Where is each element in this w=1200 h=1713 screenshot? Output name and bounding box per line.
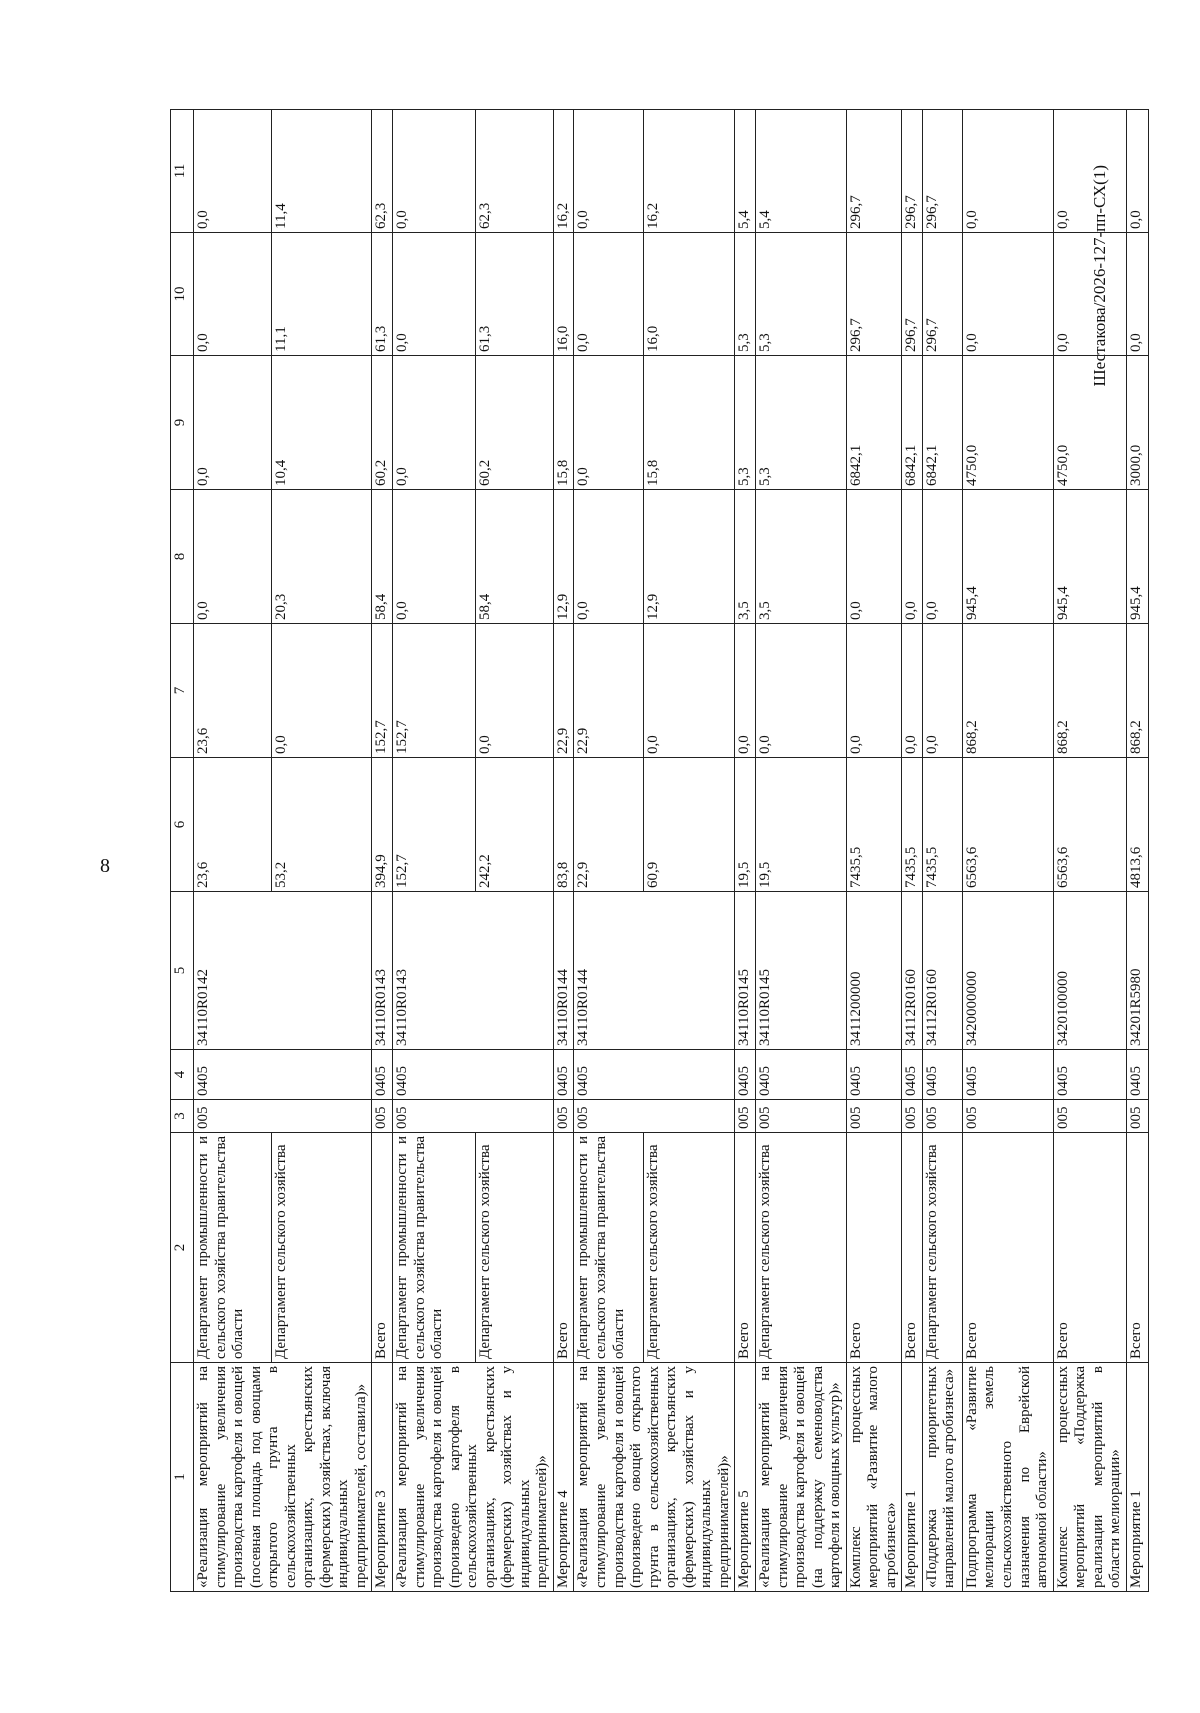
responsible-executor: Всего — [372, 1133, 393, 1363]
table-row — [1053, 110, 1126, 1592]
table-row — [393, 110, 476, 1592]
target-article-code: 34110R0144 — [574, 892, 735, 1050]
table-row — [962, 110, 1053, 1592]
amount-year-2: 945,4 — [962, 490, 1053, 624]
activity-description: «Поддержка приоритетных направлений малого агробизнеса» — [922, 1363, 962, 1592]
amount-year-5: 16,2 — [644, 110, 735, 233]
target-article-code: 34110R0144 — [553, 892, 574, 1050]
target-article-code: 34110R0145 — [755, 892, 846, 1050]
amount-year-4: 296,7 — [846, 233, 902, 356]
amount-year-5: 0,0 — [393, 110, 476, 233]
amount-total: 4813,6 — [1126, 758, 1148, 892]
amount-year-4: 0,0 — [1053, 233, 1126, 356]
activity-description: Мероприятие 1 — [1126, 1363, 1148, 1592]
amount-year-3: 4750,0 — [1053, 356, 1126, 490]
amount-year-4: 296,7 — [902, 233, 923, 356]
amount-total: 7435,5 — [846, 758, 902, 892]
column-number: 7 — [171, 624, 194, 758]
amount-total: 19,5 — [735, 758, 756, 892]
ministry-code: 005 — [393, 1100, 554, 1133]
amount-year-1: 868,2 — [1126, 624, 1148, 758]
ministry-code: 005 — [372, 1100, 393, 1133]
target-article-code: 34110R0145 — [735, 892, 756, 1050]
amount-total: 60,9 — [644, 758, 735, 892]
ministry-code: 005 — [846, 1100, 902, 1133]
activity-description: Мероприятие 4 — [553, 1363, 574, 1592]
column-number: 9 — [171, 356, 194, 490]
ministry-code: 005 — [1053, 1100, 1126, 1133]
section-code: 0405 — [735, 1050, 756, 1100]
amount-year-3: 60,2 — [476, 356, 554, 490]
column-number: 4 — [171, 1050, 194, 1100]
amount-year-4: 0,0 — [574, 233, 644, 356]
column-number: 11 — [171, 110, 194, 233]
section-code: 0405 — [1053, 1050, 1126, 1100]
amount-year-5: 0,0 — [1053, 110, 1126, 233]
amount-total: 394,9 — [372, 758, 393, 892]
column-number: 2 — [171, 1133, 194, 1363]
section-code: 0405 — [922, 1050, 962, 1100]
column-number: 6 — [171, 758, 194, 892]
amount-year-3: 15,8 — [553, 356, 574, 490]
responsible-executor: Всего — [553, 1133, 574, 1363]
amount-total: 53,2 — [271, 758, 372, 892]
amount-year-3: 6842,1 — [922, 356, 962, 490]
ministry-code: 005 — [574, 1100, 735, 1133]
amount-year-2: 0,0 — [902, 490, 923, 624]
column-number: 5 — [171, 892, 194, 1050]
column-number: 3 — [171, 1100, 194, 1133]
amount-year-1: 868,2 — [962, 624, 1053, 758]
amount-year-5: 0,0 — [962, 110, 1053, 233]
amount-year-3: 60,2 — [372, 356, 393, 490]
responsible-executor: Всего — [846, 1133, 902, 1363]
responsible-executor: Всего — [902, 1133, 923, 1363]
amount-year-2: 945,4 — [1126, 490, 1148, 624]
amount-year-2: 0,0 — [574, 490, 644, 624]
activity-description: Мероприятие 5 — [735, 1363, 756, 1592]
amount-year-1: 0,0 — [644, 624, 735, 758]
section-code: 0405 — [846, 1050, 902, 1100]
amount-year-2: 12,9 — [644, 490, 735, 624]
amount-year-3: 4750,0 — [962, 356, 1053, 490]
page-number: 8 — [100, 855, 110, 877]
table-row — [922, 110, 962, 1592]
amount-year-1: 0,0 — [902, 624, 923, 758]
responsible-executor: Всего — [735, 1133, 756, 1363]
budget-table — [170, 109, 1149, 1592]
table-row — [735, 110, 756, 1592]
amount-year-4: 296,7 — [922, 233, 962, 356]
amount-year-4: 5,3 — [735, 233, 756, 356]
amount-total: 7435,5 — [902, 758, 923, 892]
amount-year-1: 22,9 — [553, 624, 574, 758]
amount-year-5: 16,2 — [553, 110, 574, 233]
amount-year-4: 0,0 — [962, 233, 1053, 356]
amount-year-1: 23,6 — [194, 624, 272, 758]
amount-year-1: 0,0 — [271, 624, 372, 758]
section-code: 0405 — [1126, 1050, 1148, 1100]
amount-year-4: 16,0 — [553, 233, 574, 356]
responsible-executor: Департамент сельского хозяйства — [922, 1133, 962, 1363]
activity-description: Комплекс процессных мероприятий «Поддержка реализации мероприятий в области мелиорации» — [1053, 1363, 1126, 1592]
amount-year-5: 296,7 — [922, 110, 962, 233]
table-row — [902, 110, 923, 1592]
activity-description: «Реализация мероприятий на стимулирование увеличения производства картофеля и овощей (произведено картофеля в сельскохозяйственных организациях, крестьянских (фермерских) хозяйствах и у индивидуальных предпринимателей)» — [393, 1363, 554, 1592]
section-code: 0405 — [962, 1050, 1053, 1100]
amount-total: 22,9 — [574, 758, 644, 892]
table-row — [1126, 110, 1148, 1592]
activity-description: Комплекс процессных мероприятий «Развитие малого агробизнеса» — [846, 1363, 902, 1592]
section-code: 0405 — [194, 1050, 372, 1100]
column-number: 8 — [171, 490, 194, 624]
amount-year-3: 5,3 — [755, 356, 846, 490]
amount-year-5: 5,4 — [755, 110, 846, 233]
target-article-code: 3420100000 — [1053, 892, 1126, 1050]
amount-year-5: 296,7 — [902, 110, 923, 233]
amount-year-1: 0,0 — [922, 624, 962, 758]
target-article-code: 34110R0143 — [393, 892, 554, 1050]
amount-year-2: 12,9 — [553, 490, 574, 624]
amount-total: 83,8 — [553, 758, 574, 892]
responsible-executor: Всего — [1126, 1133, 1148, 1363]
section-code: 0405 — [902, 1050, 923, 1100]
section-code: 0405 — [553, 1050, 574, 1100]
table-row — [372, 110, 393, 1592]
responsible-executor: Департамент промышленности и сельского хозяйства правительства области — [574, 1133, 644, 1363]
amount-year-3: 0,0 — [194, 356, 272, 490]
table-row — [194, 110, 272, 1592]
section-code: 0405 — [574, 1050, 735, 1100]
activity-description: Подпрограмма «Развитие мелиорации земель сельскохозяйственного назначения по Еврейской автономной области» — [962, 1363, 1053, 1592]
amount-year-4: 0,0 — [393, 233, 476, 356]
amount-year-3: 6842,1 — [846, 356, 902, 490]
responsible-executor: Всего — [962, 1133, 1053, 1363]
amount-year-1: 152,7 — [372, 624, 393, 758]
amount-year-3: 5,3 — [735, 356, 756, 490]
activity-description: Мероприятие 3 — [372, 1363, 393, 1592]
amount-year-5: 62,3 — [476, 110, 554, 233]
ministry-code: 005 — [1126, 1100, 1148, 1133]
amount-total: 6563,6 — [962, 758, 1053, 892]
amount-year-2: 58,4 — [372, 490, 393, 624]
table-row — [755, 110, 846, 1592]
ministry-code: 005 — [755, 1100, 846, 1133]
responsible-executor: Департамент сельского хозяйства — [476, 1133, 554, 1363]
table-row — [574, 110, 644, 1592]
responsible-executor: Департамент сельского хозяйства — [644, 1133, 735, 1363]
amount-year-5: 62,3 — [372, 110, 393, 233]
section-code: 0405 — [755, 1050, 846, 1100]
amount-year-2: 0,0 — [846, 490, 902, 624]
table-row — [553, 110, 574, 1592]
section-code: 0405 — [372, 1050, 393, 1100]
amount-year-5: 11,4 — [271, 110, 372, 233]
column-number-row — [171, 110, 194, 1592]
table-row — [846, 110, 902, 1592]
amount-total: 6563,6 — [1053, 758, 1126, 892]
column-number: 1 — [171, 1363, 194, 1592]
amount-year-3: 0,0 — [393, 356, 476, 490]
responsible-executor: Департамент промышленности и сельского хозяйства правительства области — [194, 1133, 272, 1363]
amount-year-5: 296,7 — [846, 110, 902, 233]
activity-description: «Реализация мероприятий на стимулирование увеличения производства картофеля и овощей (произведено овощей открытого грунта в сельскохозяйственных организациях, крестьянских (фермерских) хозяйствах и у индивидуальных предпринимателей)» — [574, 1363, 735, 1592]
amount-year-2: 0,0 — [194, 490, 272, 624]
amount-year-1: 868,2 — [1053, 624, 1126, 758]
responsible-executor: Департамент сельского хозяйства — [755, 1133, 846, 1363]
target-article-code: 34112R0160 — [922, 892, 962, 1050]
amount-year-5: 0,0 — [574, 110, 644, 233]
amount-year-1: 0,0 — [735, 624, 756, 758]
activity-description: Мероприятие 1 — [902, 1363, 923, 1592]
amount-year-2: 3,5 — [755, 490, 846, 624]
amount-total: 23,6 — [194, 758, 272, 892]
amount-year-2: 0,0 — [922, 490, 962, 624]
amount-total: 152,7 — [393, 758, 476, 892]
ministry-code: 005 — [194, 1100, 372, 1133]
activity-description: «Реализация мероприятий на стимулирование увеличения производства картофеля и овощей (посевная площадь под овощами открытого грунта в сельскохозяйственных организациях, крестьянских (фермерских) хозяйствах, включая индивидуальных предпринимателей, составила)» — [194, 1363, 372, 1592]
amount-year-4: 11,1 — [271, 233, 372, 356]
amount-year-4: 16,0 — [644, 233, 735, 356]
column-number: 10 — [171, 233, 194, 356]
amount-year-3: 0,0 — [574, 356, 644, 490]
ministry-code: 005 — [553, 1100, 574, 1133]
amount-year-1: 0,0 — [476, 624, 554, 758]
amount-total: 7435,5 — [922, 758, 962, 892]
target-article-code: 3420000000 — [962, 892, 1053, 1050]
amount-year-3: 6842,1 — [902, 356, 923, 490]
amount-year-5: 5,4 — [735, 110, 756, 233]
target-article-code: 34112R0160 — [902, 892, 923, 1050]
responsible-executor: Департамент промышленности и сельского хозяйства правительства области — [393, 1133, 476, 1363]
amount-year-3: 10,4 — [271, 356, 372, 490]
amount-year-4: 61,3 — [476, 233, 554, 356]
responsible-executor: Всего — [1053, 1133, 1126, 1363]
amount-year-2: 58,4 — [476, 490, 554, 624]
amount-year-2: 20,3 — [271, 490, 372, 624]
amount-year-1: 0,0 — [846, 624, 902, 758]
amount-year-1: 152,7 — [393, 624, 476, 758]
amount-year-5: 0,0 — [1126, 110, 1148, 233]
amount-year-3: 3000,0 — [1126, 356, 1148, 490]
amount-year-4: 61,3 — [372, 233, 393, 356]
amount-year-1: 0,0 — [755, 624, 846, 758]
ministry-code: 005 — [902, 1100, 923, 1133]
activity-description: «Реализация мероприятий на стимулирование увеличения производства картофеля и овощей (на поддержку семеноводства картофеля и овощных культур)» — [755, 1363, 846, 1592]
target-article-code: 3411200000 — [846, 892, 902, 1050]
amount-year-2: 0,0 — [393, 490, 476, 624]
amount-total: 19,5 — [755, 758, 846, 892]
target-article-code: 34201R5980 — [1126, 892, 1148, 1050]
responsible-executor: Департамент сельского хозяйства — [271, 1133, 372, 1363]
target-article-code: 34110R0143 — [372, 892, 393, 1050]
amount-year-1: 22,9 — [574, 624, 644, 758]
amount-year-2: 945,4 — [1053, 490, 1126, 624]
amount-total: 242,2 — [476, 758, 554, 892]
target-article-code: 34110R0142 — [194, 892, 372, 1050]
amount-year-4: 5,3 — [755, 233, 846, 356]
section-code: 0405 — [393, 1050, 554, 1100]
amount-year-3: 15,8 — [644, 356, 735, 490]
amount-year-5: 0,0 — [194, 110, 272, 233]
ministry-code: 005 — [962, 1100, 1053, 1133]
ministry-code: 005 — [735, 1100, 756, 1133]
amount-year-2: 3,5 — [735, 490, 756, 624]
document-code: Шестакова/2026-127-пп-СХ(1) — [1090, 165, 1109, 387]
ministry-code: 005 — [922, 1100, 962, 1133]
amount-year-4: 0,0 — [1126, 233, 1148, 356]
amount-year-4: 0,0 — [194, 233, 272, 356]
